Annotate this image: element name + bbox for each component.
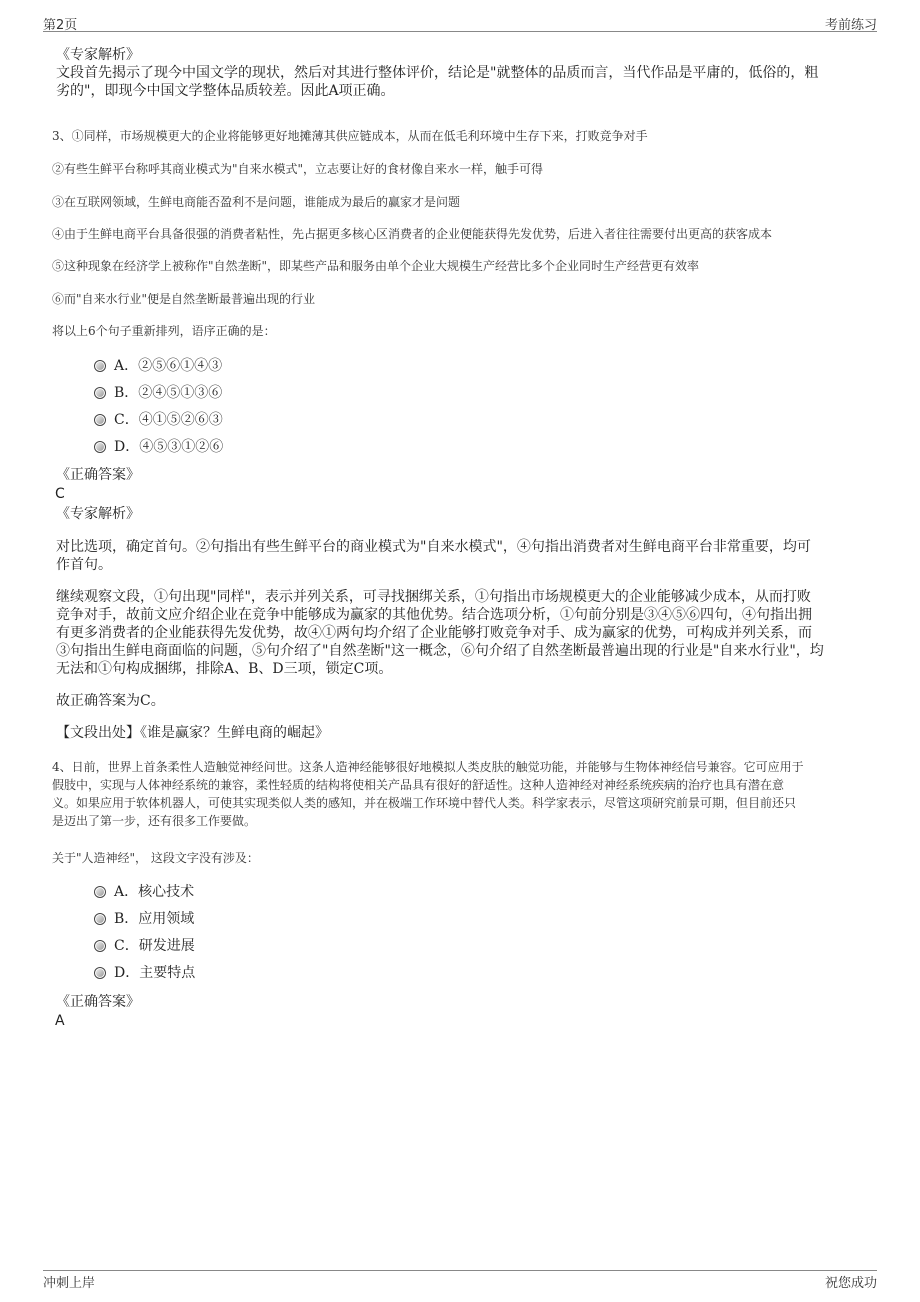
radio-icon[interactable] [94,360,106,372]
q3-analysis-p2-l3: 有更多消费者的企业能获得先发优势，故④①两句均介绍了企业能够打败竞争对手、成为赢家的优势，可构成并列关系，而 [56,625,812,641]
footer-left: 冲刺上岸 [43,1276,96,1291]
q2-analysis-title: 《专家解析》 [56,47,140,63]
page-number: 第2页 [43,18,78,33]
radio-icon[interactable] [94,414,106,426]
q3-sentence-5: ⑤这种现象在经济学上被称作"自然垄断"，即某些产品和服务由单个企业大规模生产经营比多个企业同时生产经营更有效率 [52,259,700,273]
q3-prompt: 将以上6个句子重新排列，语序正确的是： [52,324,276,338]
q4-option-c[interactable]: C．研发进展 [94,937,195,955]
q4-answer: A [55,1013,65,1029]
q4-text-l4: 是迈出了第一步，还有很多工作要做。 [52,814,257,828]
q4-option-d[interactable]: D．主要特点 [94,964,195,982]
q4-text-l1: 4、日前，世界上首条柔性人造触觉神经问世。这条人造神经能够很好地模拟人类皮肤的触觉功能，并能够与生物体神经信号兼容。它可应用于 [52,760,804,774]
q3-analysis-p2-l4: ③句指出生鲜电商面临的问题，⑤句介绍了"自然垄断"这一概念，⑥句介绍了自然垄断最普遍出现的行业是"自来水行业"，均 [56,643,824,659]
q3-sentence-3: ③在互联网领域，生鲜电商能否盈利不是问题，谁能成为最后的赢家才是问题 [52,195,461,209]
q4-answer-title: 《正确答案》 [56,994,140,1010]
radio-icon[interactable] [94,940,106,952]
q3-analysis-p2-l2: 竞争对手，故前文应介绍企业在竞争中能够成为赢家的其他优势。结合选项分析，①句前分别是③④⑤⑥四句，④句指出拥 [56,607,812,623]
q3-option-d[interactable]: D．④⑤③①②⑥ [94,438,223,456]
radio-icon[interactable] [94,886,106,898]
q3-analysis-p2-l1: 继续观察文段，①句出现"同样"，表示并列关系，可寻找捆绑关系，①句指出市场规模更大的企业能够减少成本，从而打败 [56,589,811,605]
q2-analysis-line2: 劣的"，即现今中国文学整体品质较差。因此A项正确。 [56,83,395,99]
q3-analysis-p1-l1: 对比选项，确定首句。②句指出有些生鲜平台的商业模式为"自来水模式"，④句指出消费者对生鲜电商平台非常重要，均可 [56,539,811,555]
q3-sentence-1: 3、①同样，市场规模更大的企业将能够更好地摊薄其供应链成本，从而在低毛利环境中生存下来，打败竞争对手 [52,129,648,143]
q3-source: 【文段出处】《谁是赢家？生鲜电商的崛起》 [56,725,329,741]
q3-option-c[interactable]: C．④①⑤②⑥③ [94,411,223,429]
page-footer [43,1270,877,1291]
q4-text-l2: 假肢中，实现与人体神经系统的兼容，柔性轻质的结构将使相关产品具有很好的舒适性。这种人造神经对神经系统疾病的治疗也具有潜在意 [52,778,785,792]
q3-analysis-p1-l2: 作首句。 [56,557,112,573]
q4-option-a[interactable]: A．核心技术 [94,883,194,901]
q3-sentence-4: ④由于生鲜电商平台具备很强的消费者粘性，先占据更多核心区消费者的企业便能获得先发优势，后进入者往往需要付出更高的获客成本 [52,227,773,241]
radio-icon[interactable] [94,387,106,399]
q3-sentence-6: ⑥而"自来水行业"便是自然垄断最普遍出现的行业 [52,292,316,306]
q2-analysis-line1: 文段首先揭示了现今中国文学的现状，然后对其进行整体评价，结论是"就整体的品质而言，当代作品是平庸的，低俗的，粗 [56,65,819,81]
q4-option-b[interactable]: B．应用领域 [94,910,194,928]
page-header [43,13,877,32]
q3-answer-title: 《正确答案》 [56,467,140,483]
q3-sentence-2: ②有些生鲜平台称呼其商业模式为"自来水模式"，立志要让好的食材像自来水一样，触手可得 [52,162,544,176]
q3-analysis-p2-l5: 无法和①句构成捆绑，排除A、B、D三项，锁定C项。 [56,661,393,677]
radio-icon[interactable] [94,913,106,925]
q4-prompt: 关于"人造神经"， 这段文字没有涉及： [52,851,259,865]
header-title: 考前练习 [824,18,877,33]
radio-icon[interactable] [94,967,106,979]
q3-analysis-title: 《专家解析》 [56,506,140,522]
radio-icon[interactable] [94,441,106,453]
q3-answer: C [55,486,65,502]
q3-option-a[interactable]: A．②⑤⑥①④③ [94,357,222,375]
q4-text-l3: 义。如果应用于软体机器人，可使其实现类似人类的感知，并在极端工作环境中替代人类。科学家表示，尽管这项研究前景可期，但目前还只 [52,796,797,810]
q3-option-b[interactable]: B．②④⑤①③⑥ [94,384,222,402]
footer-right: 祝您成功 [824,1276,877,1291]
q3-final-answer: 故正确答案为C。 [56,693,165,709]
